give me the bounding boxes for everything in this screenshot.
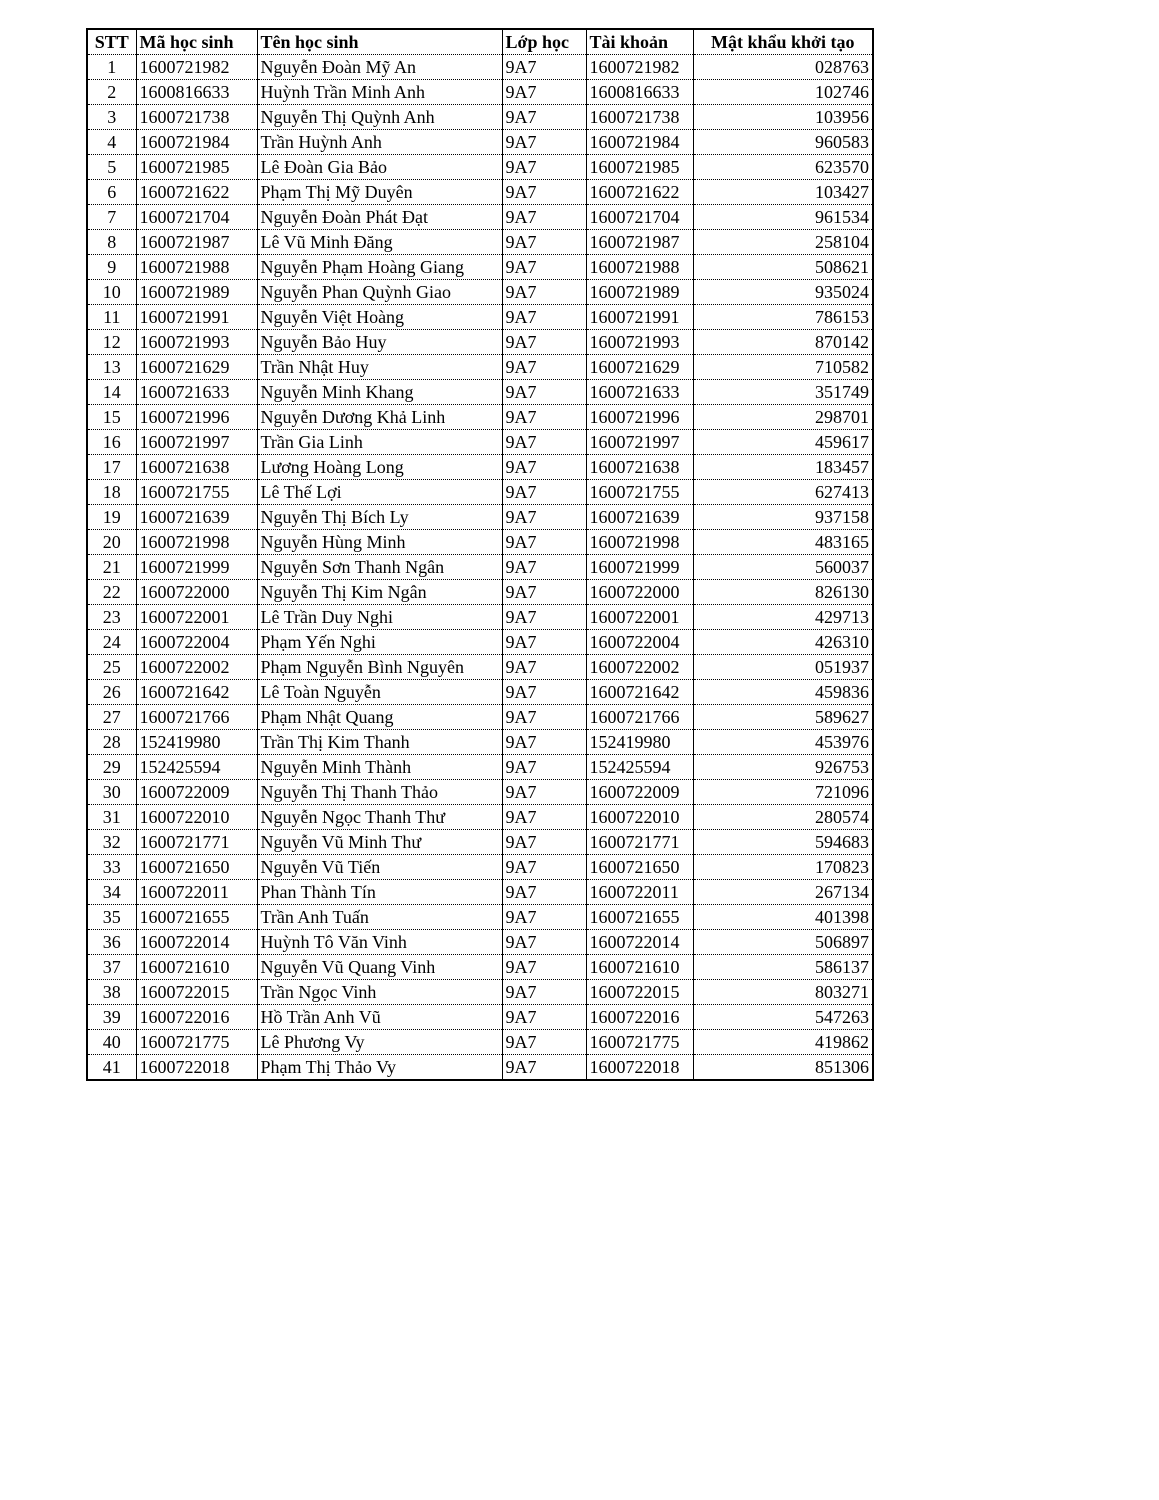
table-row: [87, 105, 873, 130]
account-cell: 1600721775: [586, 1030, 693, 1055]
table-row: [87, 805, 873, 830]
account-cell: 1600721984: [586, 130, 693, 155]
stt-cell: 33: [87, 855, 136, 880]
student-name-cell: Phan Thành Tín: [257, 880, 502, 905]
initial-password-cell: 721096: [693, 780, 873, 805]
account-cell: 1600721989: [586, 280, 693, 305]
account-cell: 1600722015: [586, 980, 693, 1005]
account-cell: 1600721610: [586, 955, 693, 980]
student-id-cell: 1600721999: [136, 555, 257, 580]
class-cell: 9A7: [502, 930, 586, 955]
account-cell: 1600721633: [586, 380, 693, 405]
student-id-cell: 1600721775: [136, 1030, 257, 1055]
initial-password-cell: 183457: [693, 455, 873, 480]
initial-password-cell: 937158: [693, 505, 873, 530]
account-cell: 1600721766: [586, 705, 693, 730]
student-name-cell: Nguyễn Phan Quỳnh Giao: [257, 280, 502, 305]
student-id-cell: 1600721642: [136, 680, 257, 705]
class-cell: 9A7: [502, 330, 586, 355]
stt-cell: 38: [87, 980, 136, 1005]
stt-cell: 13: [87, 355, 136, 380]
student-id-cell: 1600721988: [136, 255, 257, 280]
initial-password-cell: 280574: [693, 805, 873, 830]
account-cell: 152419980: [586, 730, 693, 755]
initial-password-cell: 560037: [693, 555, 873, 580]
student-name-cell: Trần Anh Tuấn: [257, 905, 502, 930]
stt-cell: 40: [87, 1030, 136, 1055]
account-cell: 1600721985: [586, 155, 693, 180]
class-cell: 9A7: [502, 105, 586, 130]
stt-cell: 15: [87, 405, 136, 430]
student-id-cell: 1600721655: [136, 905, 257, 930]
table-body: [87, 55, 873, 1081]
initial-password-cell: 935024: [693, 280, 873, 305]
account-cell: 1600722001: [586, 605, 693, 630]
stt-cell: 18: [87, 480, 136, 505]
class-cell: 9A7: [502, 780, 586, 805]
student-id-cell: 1600721984: [136, 130, 257, 155]
class-cell: 9A7: [502, 830, 586, 855]
class-cell: 9A7: [502, 705, 586, 730]
student-id-cell: 1600722004: [136, 630, 257, 655]
class-cell: 9A7: [502, 530, 586, 555]
student-name-cell: Nguyễn Đoàn Phát Đạt: [257, 205, 502, 230]
student-name-cell: Lê Toàn Nguyễn: [257, 680, 502, 705]
stt-cell: 21: [87, 555, 136, 580]
account-cell: 152425594: [586, 755, 693, 780]
class-cell: 9A7: [502, 655, 586, 680]
class-cell: 9A7: [502, 630, 586, 655]
student-name-cell: Nguyễn Đoàn Mỹ An: [257, 55, 502, 80]
table-row: [87, 155, 873, 180]
student-name-cell: Trần Huỳnh Anh: [257, 130, 502, 155]
initial-password-cell: 426310: [693, 630, 873, 655]
table-row: [87, 455, 873, 480]
class-cell: 9A7: [502, 130, 586, 155]
stt-cell: 8: [87, 230, 136, 255]
student-id-cell: 1600721987: [136, 230, 257, 255]
class-cell: 9A7: [502, 605, 586, 630]
class-cell: 9A7: [502, 505, 586, 530]
initial-password-cell: 594683: [693, 830, 873, 855]
account-cell: 1600722016: [586, 1005, 693, 1030]
stt-cell: 36: [87, 930, 136, 955]
student-id-cell: 1600721996: [136, 405, 257, 430]
account-cell: 1600721650: [586, 855, 693, 880]
student-name-cell: Lê Vũ Minh Đăng: [257, 230, 502, 255]
account-cell: 1600721629: [586, 355, 693, 380]
student-id-cell: 1600721633: [136, 380, 257, 405]
table-row: [87, 705, 873, 730]
table-row: [87, 580, 873, 605]
student-name-cell: Trần Thị Kim Thanh: [257, 730, 502, 755]
table-row: [87, 205, 873, 230]
stt-cell: 34: [87, 880, 136, 905]
student-account-table: [86, 28, 874, 1081]
stt-cell: 10: [87, 280, 136, 305]
student-name-cell: Nguyễn Thị Bích Ly: [257, 505, 502, 530]
table-row: [87, 1005, 873, 1030]
initial-password-cell: 506897: [693, 930, 873, 955]
initial-password-cell: 870142: [693, 330, 873, 355]
account-cell: 1600722018: [586, 1055, 693, 1081]
class-cell: 9A7: [502, 305, 586, 330]
student-name-cell: Phạm Thị Mỹ Duyên: [257, 180, 502, 205]
stt-cell: 7: [87, 205, 136, 230]
class-cell: 9A7: [502, 180, 586, 205]
initial-password-cell: 926753: [693, 755, 873, 780]
table-row: [87, 980, 873, 1005]
initial-password-cell: 547263: [693, 1005, 873, 1030]
class-cell: 9A7: [502, 580, 586, 605]
initial-password-cell: 351749: [693, 380, 873, 405]
initial-password-cell: 508621: [693, 255, 873, 280]
student-name-cell: Trần Nhật Huy: [257, 355, 502, 380]
table-row: [87, 555, 873, 580]
initial-password-cell: 586137: [693, 955, 873, 980]
class-cell: 9A7: [502, 480, 586, 505]
header-stt: STT: [87, 29, 136, 55]
account-cell: 1600722004: [586, 630, 693, 655]
stt-cell: 14: [87, 380, 136, 405]
student-id-cell: 1600722010: [136, 805, 257, 830]
student-id-cell: 1600722002: [136, 655, 257, 680]
account-cell: 1600721704: [586, 205, 693, 230]
class-cell: 9A7: [502, 905, 586, 930]
class-cell: 9A7: [502, 680, 586, 705]
student-id-cell: 1600721997: [136, 430, 257, 455]
student-name-cell: Phạm Nguyễn Bình Nguyên: [257, 655, 502, 680]
header-account: Tài khoản: [586, 29, 693, 55]
header-class: Lớp học: [502, 29, 586, 55]
class-cell: 9A7: [502, 730, 586, 755]
student-name-cell: Nguyễn Ngọc Thanh Thư: [257, 805, 502, 830]
class-cell: 9A7: [502, 555, 586, 580]
stt-cell: 41: [87, 1055, 136, 1081]
student-id-cell: 1600722016: [136, 1005, 257, 1030]
student-name-cell: Lương Hoàng Long: [257, 455, 502, 480]
initial-password-cell: 851306: [693, 1055, 873, 1081]
class-cell: 9A7: [502, 380, 586, 405]
stt-cell: 26: [87, 680, 136, 705]
initial-password-cell: 267134: [693, 880, 873, 905]
student-name-cell: Nguyễn Vũ Quang Vinh: [257, 955, 502, 980]
initial-password-cell: 483165: [693, 530, 873, 555]
class-cell: 9A7: [502, 880, 586, 905]
student-id-cell: 1600721989: [136, 280, 257, 305]
table-row: [87, 955, 873, 980]
stt-cell: 4: [87, 130, 136, 155]
student-name-cell: Nguyễn Dương Khả Linh: [257, 405, 502, 430]
class-cell: 9A7: [502, 280, 586, 305]
student-id-cell: 1600722000: [136, 580, 257, 605]
account-cell: 1600721997: [586, 430, 693, 455]
table-row: [87, 830, 873, 855]
class-cell: 9A7: [502, 955, 586, 980]
account-cell: 1600721638: [586, 455, 693, 480]
student-id-cell: 1600721629: [136, 355, 257, 380]
class-cell: 9A7: [502, 80, 586, 105]
student-name-cell: Nguyễn Bảo Huy: [257, 330, 502, 355]
initial-password-cell: 103427: [693, 180, 873, 205]
table-row: [87, 780, 873, 805]
stt-cell: 6: [87, 180, 136, 205]
student-name-cell: Trần Gia Linh: [257, 430, 502, 455]
account-cell: 1600721982: [586, 55, 693, 80]
student-id-cell: 1600721993: [136, 330, 257, 355]
initial-password-cell: 102746: [693, 80, 873, 105]
student-id-cell: 152419980: [136, 730, 257, 755]
initial-password-cell: 419862: [693, 1030, 873, 1055]
stt-cell: 16: [87, 430, 136, 455]
table-row: [87, 405, 873, 430]
table-row: [87, 855, 873, 880]
student-id-cell: 1600721610: [136, 955, 257, 980]
table-row: [87, 55, 873, 80]
student-id-cell: 1600721650: [136, 855, 257, 880]
initial-password-cell: 786153: [693, 305, 873, 330]
account-cell: 1600721996: [586, 405, 693, 430]
student-name-cell: Lê Trần Duy Nghi: [257, 605, 502, 630]
class-cell: 9A7: [502, 355, 586, 380]
account-cell: 1600722000: [586, 580, 693, 605]
student-id-cell: 1600721771: [136, 830, 257, 855]
table-row: [87, 280, 873, 305]
account-cell: 1600816633: [586, 80, 693, 105]
student-name-cell: Lê Thế Lợi: [257, 480, 502, 505]
student-name-cell: Nguyễn Thị Quỳnh Anh: [257, 105, 502, 130]
table-row: [87, 730, 873, 755]
initial-password-cell: 589627: [693, 705, 873, 730]
student-id-cell: 1600722009: [136, 780, 257, 805]
stt-cell: 39: [87, 1005, 136, 1030]
student-name-cell: Nguyễn Hùng Minh: [257, 530, 502, 555]
account-cell: 1600721755: [586, 480, 693, 505]
student-name-cell: Nguyễn Phạm Hoàng Giang: [257, 255, 502, 280]
stt-cell: 23: [87, 605, 136, 630]
header-student-name: Tên học sinh: [257, 29, 502, 55]
stt-cell: 29: [87, 755, 136, 780]
account-cell: 1600721771: [586, 830, 693, 855]
initial-password-cell: 170823: [693, 855, 873, 880]
account-cell: 1600721988: [586, 255, 693, 280]
student-name-cell: Nguyễn Minh Thành: [257, 755, 502, 780]
initial-password-cell: 258104: [693, 230, 873, 255]
student-id-cell: 1600721639: [136, 505, 257, 530]
table-row: [87, 1030, 873, 1055]
initial-password-cell: 429713: [693, 605, 873, 630]
initial-password-cell: 627413: [693, 480, 873, 505]
student-name-cell: Nguyễn Sơn Thanh Ngân: [257, 555, 502, 580]
table-row: [87, 255, 873, 280]
stt-cell: 28: [87, 730, 136, 755]
student-id-cell: 1600721755: [136, 480, 257, 505]
student-name-cell: Huỳnh Tô Văn Vinh: [257, 930, 502, 955]
account-cell: 1600722011: [586, 880, 693, 905]
student-id-cell: 1600816633: [136, 80, 257, 105]
stt-cell: 3: [87, 105, 136, 130]
account-cell: 1600721639: [586, 505, 693, 530]
student-name-cell: Lê Phương Vy: [257, 1030, 502, 1055]
stt-cell: 32: [87, 830, 136, 855]
table-row: [87, 930, 873, 955]
account-cell: 1600721655: [586, 905, 693, 930]
stt-cell: 17: [87, 455, 136, 480]
class-cell: 9A7: [502, 1030, 586, 1055]
table-row: [87, 755, 873, 780]
initial-password-cell: 298701: [693, 405, 873, 430]
initial-password-cell: 103956: [693, 105, 873, 130]
stt-cell: 31: [87, 805, 136, 830]
stt-cell: 9: [87, 255, 136, 280]
class-cell: 9A7: [502, 455, 586, 480]
account-cell: 1600721738: [586, 105, 693, 130]
initial-password-cell: 401398: [693, 905, 873, 930]
student-id-cell: 1600722014: [136, 930, 257, 955]
table-row: [87, 380, 873, 405]
student-name-cell: Nguyễn Minh Khang: [257, 380, 502, 405]
student-name-cell: Lê Đoàn Gia Bảo: [257, 155, 502, 180]
table-row: [87, 530, 873, 555]
student-name-cell: Phạm Nhật Quang: [257, 705, 502, 730]
table-row: [87, 180, 873, 205]
stt-cell: 24: [87, 630, 136, 655]
class-cell: 9A7: [502, 205, 586, 230]
student-name-cell: Nguyễn Thị Thanh Thảo: [257, 780, 502, 805]
class-cell: 9A7: [502, 1005, 586, 1030]
class-cell: 9A7: [502, 405, 586, 430]
class-cell: 9A7: [502, 980, 586, 1005]
table-row: [87, 305, 873, 330]
initial-password-cell: 961534: [693, 205, 873, 230]
student-id-cell: 1600721991: [136, 305, 257, 330]
student-id-cell: 1600721766: [136, 705, 257, 730]
table-row: [87, 330, 873, 355]
initial-password-cell: 453976: [693, 730, 873, 755]
initial-password-cell: 710582: [693, 355, 873, 380]
student-id-cell: 1600721998: [136, 530, 257, 555]
student-id-cell: 1600721982: [136, 55, 257, 80]
student-name-cell: Phạm Yến Nghi: [257, 630, 502, 655]
stt-cell: 20: [87, 530, 136, 555]
stt-cell: 22: [87, 580, 136, 605]
account-cell: 1600721987: [586, 230, 693, 255]
account-cell: 1600721642: [586, 680, 693, 705]
student-id-cell: 1600721638: [136, 455, 257, 480]
initial-password-cell: 623570: [693, 155, 873, 180]
initial-password-cell: 459836: [693, 680, 873, 705]
student-id-cell: 1600722015: [136, 980, 257, 1005]
account-cell: 1600721998: [586, 530, 693, 555]
student-id-cell: 152425594: [136, 755, 257, 780]
initial-password-cell: 459617: [693, 430, 873, 455]
header-row: [87, 29, 873, 55]
class-cell: 9A7: [502, 1055, 586, 1081]
table-row: [87, 505, 873, 530]
class-cell: 9A7: [502, 855, 586, 880]
table-row: [87, 130, 873, 155]
student-name-cell: Nguyễn Thị Kim Ngân: [257, 580, 502, 605]
header-initial-password: Mật khẩu khởi tạo: [693, 29, 873, 55]
class-cell: 9A7: [502, 155, 586, 180]
student-id-cell: 1600721985: [136, 155, 257, 180]
student-id-cell: 1600721622: [136, 180, 257, 205]
student-name-cell: Nguyễn Việt Hoàng: [257, 305, 502, 330]
class-cell: 9A7: [502, 55, 586, 80]
table-row: [87, 880, 873, 905]
stt-cell: 27: [87, 705, 136, 730]
student-name-cell: Phạm Thị Thảo Vy: [257, 1055, 502, 1081]
student-id-cell: 1600722001: [136, 605, 257, 630]
table-row: [87, 680, 873, 705]
class-cell: 9A7: [502, 430, 586, 455]
initial-password-cell: 051937: [693, 655, 873, 680]
class-cell: 9A7: [502, 755, 586, 780]
class-cell: 9A7: [502, 230, 586, 255]
account-cell: 1600721991: [586, 305, 693, 330]
stt-cell: 30: [87, 780, 136, 805]
table-row: [87, 430, 873, 455]
student-name-cell: Nguyễn Vũ Tiến: [257, 855, 502, 880]
stt-cell: 11: [87, 305, 136, 330]
student-id-cell: 1600721704: [136, 205, 257, 230]
table-row: [87, 1055, 873, 1081]
table-row: [87, 355, 873, 380]
student-name-cell: Huỳnh Trần Minh Anh: [257, 80, 502, 105]
table-row: [87, 80, 873, 105]
initial-password-cell: 803271: [693, 980, 873, 1005]
stt-cell: 35: [87, 905, 136, 930]
class-cell: 9A7: [502, 255, 586, 280]
stt-cell: 5: [87, 155, 136, 180]
student-id-cell: 1600722018: [136, 1055, 257, 1081]
table-row: [87, 605, 873, 630]
table-row: [87, 905, 873, 930]
account-cell: 1600722014: [586, 930, 693, 955]
student-name-cell: Nguyễn Vũ Minh Thư: [257, 830, 502, 855]
stt-cell: 37: [87, 955, 136, 980]
initial-password-cell: 028763: [693, 55, 873, 80]
initial-password-cell: 826130: [693, 580, 873, 605]
account-cell: 1600722009: [586, 780, 693, 805]
account-cell: 1600721999: [586, 555, 693, 580]
account-cell: 1600721622: [586, 180, 693, 205]
class-cell: 9A7: [502, 805, 586, 830]
student-id-cell: 1600721738: [136, 105, 257, 130]
table-row: [87, 655, 873, 680]
account-cell: 1600722010: [586, 805, 693, 830]
table-row: [87, 230, 873, 255]
account-cell: 1600721993: [586, 330, 693, 355]
header-student-id: Mã học sinh: [136, 29, 257, 55]
initial-password-cell: 960583: [693, 130, 873, 155]
account-cell: 1600722002: [586, 655, 693, 680]
student-name-cell: Trần Ngọc Vinh: [257, 980, 502, 1005]
stt-cell: 1: [87, 55, 136, 80]
student-name-cell: Hồ Trần Anh Vũ: [257, 1005, 502, 1030]
stt-cell: 25: [87, 655, 136, 680]
stt-cell: 2: [87, 80, 136, 105]
student-id-cell: 1600722011: [136, 880, 257, 905]
table-row: [87, 630, 873, 655]
stt-cell: 19: [87, 505, 136, 530]
table-row: [87, 480, 873, 505]
stt-cell: 12: [87, 330, 136, 355]
